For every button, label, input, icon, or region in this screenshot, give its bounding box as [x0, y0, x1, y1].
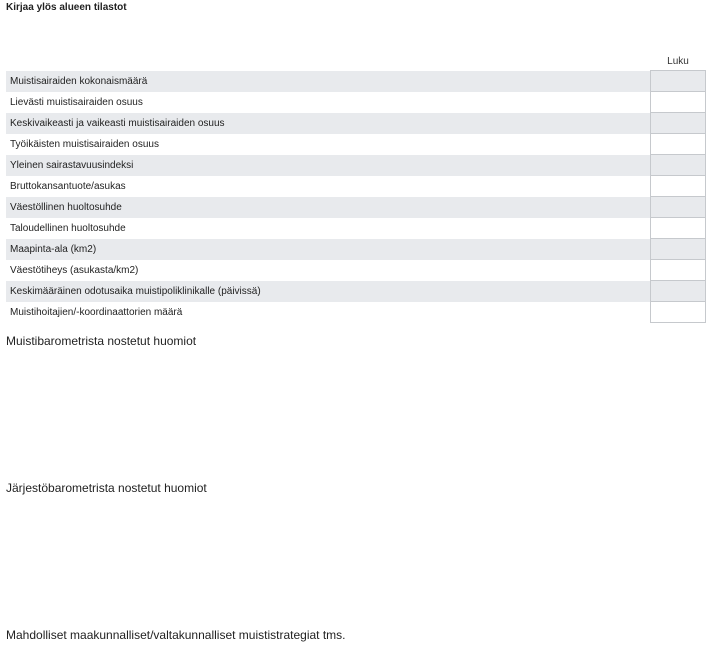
value-input[interactable]: [651, 219, 705, 237]
value-cell: [651, 197, 706, 218]
value-cell: [651, 218, 706, 239]
value-input[interactable]: [651, 135, 705, 153]
value-input[interactable]: [651, 240, 705, 258]
value-input[interactable]: [651, 282, 705, 300]
jarjestobarometri-answer-field[interactable]: [6, 503, 700, 627]
table-row: [6, 239, 706, 260]
value-cell: [651, 302, 706, 323]
table-row: [6, 176, 706, 197]
value-input[interactable]: [651, 198, 705, 216]
table-row: [6, 113, 706, 134]
value-cell: [651, 155, 706, 176]
table-row: [6, 260, 706, 281]
row-label: Yleinen sairastavuusindeksi: [6, 155, 651, 176]
question-title-muististrategiat: Mahdolliset maakunnalliset/valtakunnalliset muististrategiat tms.: [6, 628, 346, 642]
row-label: Bruttokansantuote/asukas: [10, 180, 126, 192]
question-title-muistibarometri: Muistibarometrista nostetut huomiot: [6, 334, 197, 348]
value-input[interactable]: [651, 261, 705, 279]
value-cell: [651, 260, 706, 281]
statistics-table: [6, 53, 706, 323]
row-label: Taloudellinen huoltosuhde: [10, 222, 126, 234]
table-row: [6, 218, 706, 239]
table-row: [6, 281, 706, 302]
table-row: [6, 197, 706, 218]
value-input[interactable]: [651, 72, 705, 90]
row-label: Maapinta-ala (km2): [6, 239, 651, 260]
table-row: [6, 134, 706, 155]
row-label: Keskimääräinen odotusaika muistipoliklinikalle (päivissä): [6, 281, 651, 302]
table-row: [6, 155, 706, 176]
value-input[interactable]: [651, 303, 705, 321]
row-label: Muistisairaiden kokonaismäärä: [6, 71, 651, 92]
row-label: Väestötiheys (asukasta/km2): [10, 264, 139, 276]
value-input[interactable]: [651, 156, 705, 174]
row-label: Keskivaikeasti ja vaikeasti muistisairaiden osuus: [6, 113, 651, 134]
value-input[interactable]: [651, 93, 705, 111]
value-cell: [651, 176, 706, 197]
value-cell: [651, 239, 706, 260]
row-label: Muistihoitajien/-koordinaattorien määrä: [10, 306, 183, 318]
value-cell: [651, 134, 706, 155]
value-input[interactable]: [651, 177, 705, 195]
table-header-row: [6, 53, 706, 71]
row-label: Lievästi muistisairaiden osuus: [10, 96, 143, 108]
section-title: Kirjaa ylös alueen tilastot: [6, 2, 127, 13]
value-cell: [651, 92, 706, 113]
muistibarometri-answer-field[interactable]: [6, 356, 700, 480]
table-row: [6, 302, 706, 323]
column-header-luku: Luku: [667, 56, 689, 67]
value-cell: [651, 281, 706, 302]
question-title-jarjestobarometri: Järjestöbarometrista nostetut huomiot: [6, 481, 207, 495]
table-header-empty: [6, 53, 651, 71]
value-cell: [651, 113, 706, 134]
value-input[interactable]: [651, 114, 705, 132]
row-label: Työikäisten muistisairaiden osuus: [10, 138, 159, 150]
value-cell: [651, 71, 706, 92]
row-label: Väestöllinen huoltosuhde: [6, 197, 651, 218]
table-row: [6, 71, 706, 92]
table-row: [6, 92, 706, 113]
